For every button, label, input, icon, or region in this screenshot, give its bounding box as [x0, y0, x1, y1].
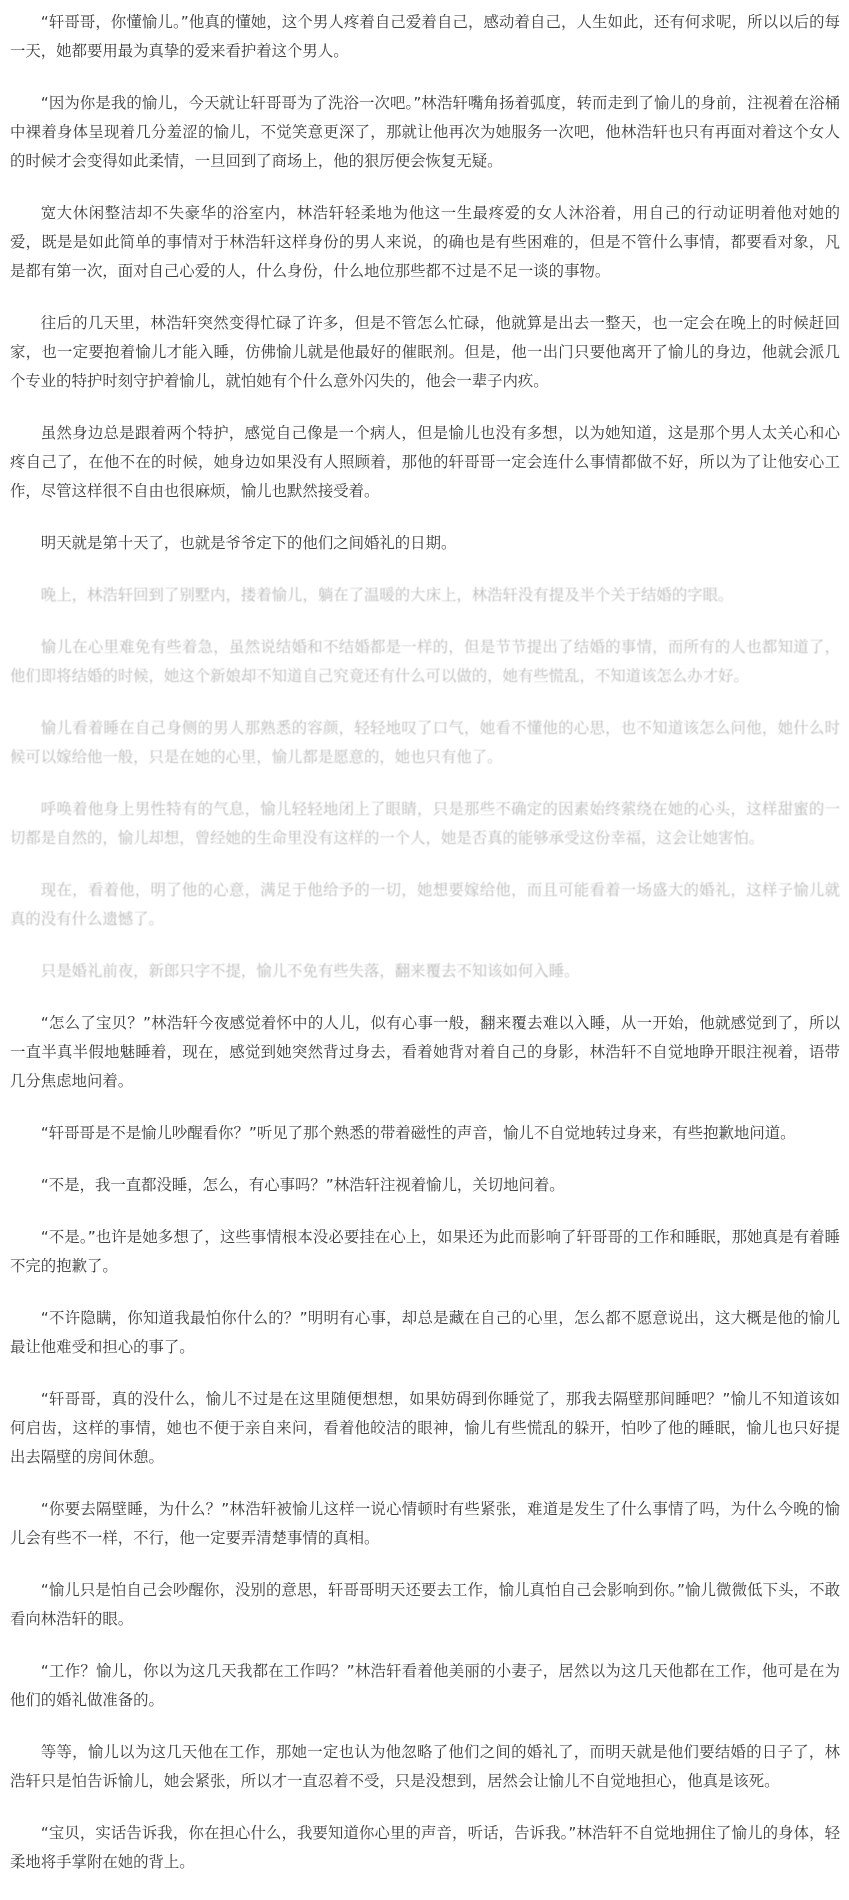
paragraph: “不是，我一直都没睡，怎么，有心事吗？”林浩轩注视着愉儿，关切地问着。	[40, 1176, 565, 1194]
article-body	[10, 8, 840, 1900]
paragraph: “轩哥哥，真的没什么，愉儿不过是在这里随便想想，如果妨碍到你睡觉了，那我去隔壁那间睡吧？”愉儿不知道该如何启齿，这样的事情，她也不便于亲自来问，看着他皎洁的眼神，愉儿有些慌乱的躲开，怕吵了他的睡眠，愉儿也只好提出去隔壁的房间休憩。	[10, 1390, 840, 1466]
paragraph: “你要去隔壁睡，为什么？”林浩轩被愉儿这样一说心情顿时有些紧张，难道是发生了什么事情了吗，为什么今晚的愉儿会有些不一样，不行，他一定要弄清楚事情的真相。	[10, 1500, 840, 1547]
paragraph: 宽大休闲整洁却不失豪华的浴室内，林浩轩轻柔地为他这一生最疼爱的女人沐浴着，用自己的行动证明着他对她的爱，既是是如此简单的事情对于林浩轩这样身份的男人来说，的确也是有些困难的，但是不管什么事情，都要看对象，凡是都有第一次，面对自己心爱的人，什么身份，什么地位那些都不过是不足一谈的事物。	[10, 204, 840, 280]
faded-paragraph: 只是婚礼前夜，新郎只字不提，愉儿不免有些失落，翻来覆去不知该如何入睡。	[40, 962, 580, 980]
faded-paragraph: 愉儿在心里难免有些着急，虽然说结婚和不结婚都是一样的，但是节节提出了结婚的事情，而所有的人也都知道了，他们即将结婚的时候，她这个新娘却不知道自己究竟还有什么可以做的，她有些慌乱，不知道该怎么办才好。	[10, 638, 840, 685]
paragraph: “因为你是我的愉儿，今天就让轩哥哥为了洗浴一次吧。”林浩轩嘴角扬着弧度，转而走到了愉儿的身前，注视着在浴桶中裸着身体呈现着几分羞涩的愉儿，不觉笑意更深了，那就让他再次为她服务一次吧，他林浩轩也只有再面对着这个女人的时候才会变得如此柔情，一旦回到了商场上，他的狠厉便会恢复无疑。	[10, 94, 840, 170]
faded-paragraph: 晚上，林浩轩回到了别墅内，搂着愉儿，躺在了温暖的大床上，林浩轩没有提及半个关于结婚的字眼。	[40, 586, 734, 604]
faded-paragraph: 呼唤着他身上男性特有的气息，愉儿轻轻地闭上了眼睛，只是那些不确定的因素始终萦绕在她的心头，这样甜蜜的一切都是自然的，愉儿却想，曾经她的生命里没有这样的一个人，她是否真的能够承受这份幸福，这会让她害怕。	[10, 800, 840, 847]
paragraph: 虽然身边总是跟着两个特护，感觉自己像是一个病人，但是愉儿也没有多想，以为她知道，这是那个男人太关心和心疼自己了，在他不在的时候，她身边如果没有人照顾着，那他的轩哥哥一定会连什么事情都做不好，所以为了让他安心工作，尽管这样很不自由也很麻烦，愉儿也默然接受着。	[10, 424, 840, 500]
paragraph: “不许隐瞒，你知道我最怕你什么的？”明明有心事，却总是藏在自己的心里，怎么都不愿意说出，这大概是他的愉儿最让他难受和担心的事了。	[10, 1309, 840, 1356]
paragraph: “轩哥哥是不是愉儿吵醒看你？”听见了那个熟悉的带着磁性的声音，愉儿不自觉地转过身来，有些抱歉地问道。	[40, 1124, 796, 1142]
paragraph: 等等，愉儿以为这几天他在工作，那她一定也认为他忽略了他们之间的婚礼了，而明天就是他们要结婚的日子了，林浩轩只是怕告诉愉儿，她会紧张，所以才一直忍着不受，只是没想到，居然会让愉儿不自觉地担心，他真是该死。	[10, 1743, 840, 1790]
paragraph: “怎么了宝贝？”林浩轩今夜感觉着怀中的人儿，似有心事一般，翻来覆去难以入睡，从一开始，他就感觉到了，所以一直半真半假地魅睡着，现在，感觉到她突然背过身去，看着她背对着自己的身影，林浩轩不自觉地睁开眼注视着，语带几分焦虑地问着。	[10, 1014, 840, 1090]
paragraph: 明天就是第十天了，也就是爷爷定下的他们之间婚礼的日期。	[40, 534, 457, 552]
paragraph: 往后的几天里，林浩轩突然变得忙碌了许多，但是不管怎么忙碌，他就算是出去一整天，也一定会在晚上的时候赶回家，也一定要抱着愉儿才能入睡，仿佛愉儿就是他最好的催眠剂。但是，他一出门只要他离开了愉儿的身边，他就会派几个专业的特护时刻守护着愉儿，就怕她有个什么意外闪失的，他会一辈子内疚。	[10, 314, 840, 390]
faded-paragraph: 愉儿看着睡在自己身侧的男人那熟悉的容颜，轻轻地叹了口气，她看不懂他的心思，也不知道该怎么问他，她什么时候可以嫁给他一般，只是在她的心里，愉儿都是愿意的，她也只有他了。	[10, 719, 840, 766]
paragraph: “不是。”也许是她多想了，这些事情根本没必要挂在心上，如果还为此而影响了轩哥哥的工作和睡眠，那她真是有着睡不完的抱歉了。	[10, 1228, 840, 1275]
paragraph: “愉儿只是怕自己会吵醒你，没别的意思，轩哥哥明天还要去工作，愉儿真怕自己会影响到你。”愉儿微微低下头，不敢看向林浩轩的眼。	[10, 1581, 840, 1628]
faded-paragraph: 现在，看着他，明了他的心意，满足于他给予的一切，她想要嫁给他，而且可能看着一场盛大的婚礼，这样子愉儿就真的没有什么遗憾了。	[10, 881, 840, 928]
paragraph: “工作？愉儿，你以为这几天我都在工作吗？”林浩轩看着他美丽的小妻子，居然以为这几天他都在工作，他可是在为他们的婚礼做准备的。	[10, 1662, 840, 1709]
paragraph: “宝贝，实话告诉我，你在担心什么，我要知道你心里的声音，听话，告诉我。”林浩轩不自觉地拥住了愉儿的身体，轻柔地将手掌附在她的背上。	[10, 1824, 840, 1871]
paragraph: “轩哥哥，你懂愉儿。”他真的懂她，这个男人疼着自己爱着自己，感动着自己，人生如此，还有何求呢，所以以后的每一天，她都要用最为真挚的爱来看护着这个男人。	[10, 13, 840, 60]
